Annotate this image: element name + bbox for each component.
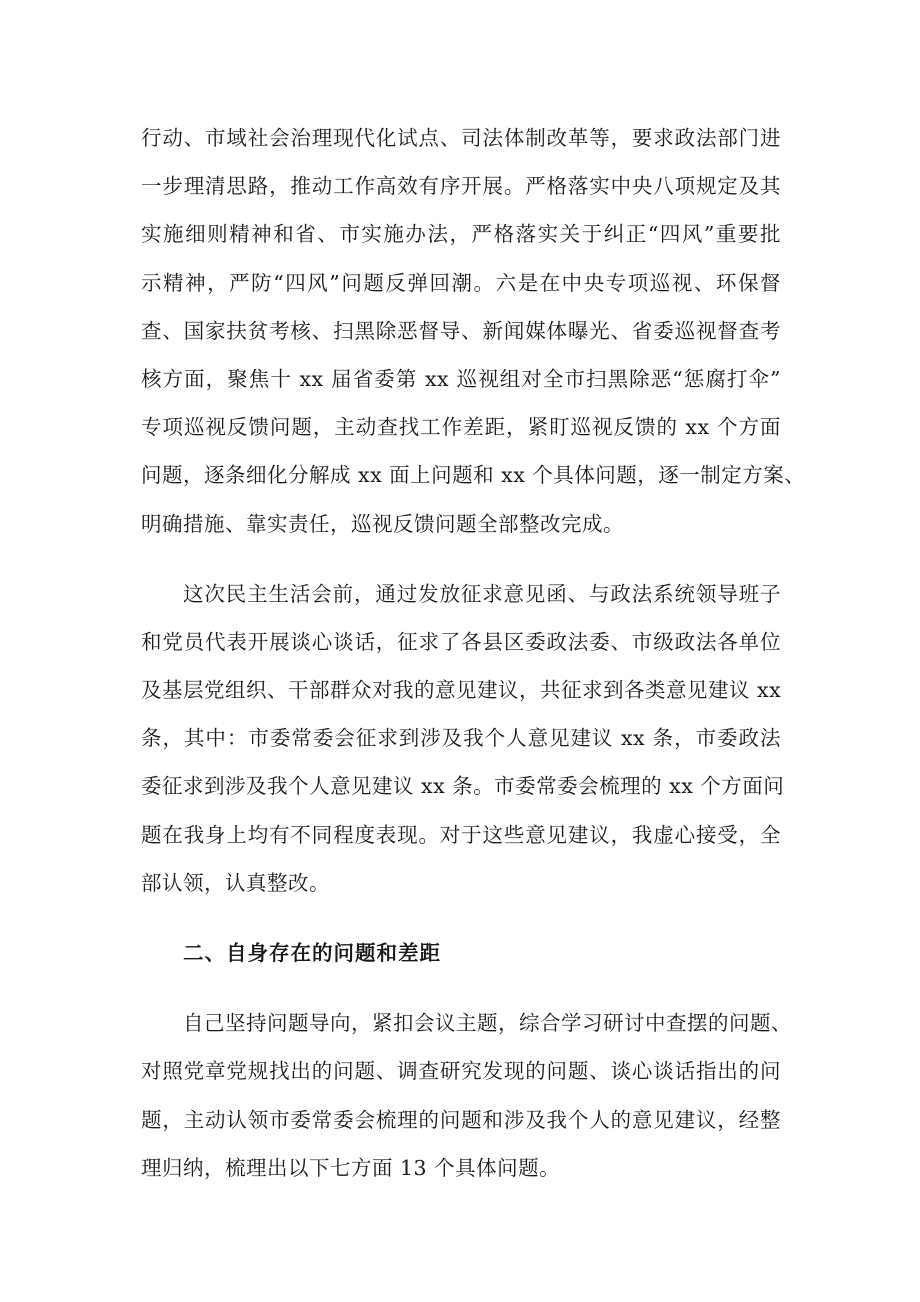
- text-line: 一步理清思路，推动工作高效有序开展。严格落实中央八项规定及其: [141, 174, 781, 199]
- text-line: 理归纳，梳理出以下七方面 13 个具体问题。: [141, 1155, 561, 1180]
- paragraph-1: [141, 114, 806, 548]
- text-line: 自己坚持问题导向，紧扣会议主题，综合学习研讨中查摆的问题、: [183, 1011, 792, 1036]
- paragraph-3: [141, 999, 792, 1192]
- text-line: 这次民主生活会前，通过发放征求意见函、与政法系统领导班子: [183, 581, 781, 606]
- text-line: 行动、市域社会治理现代化试点、司法体制改革等，要求政法部门进: [141, 126, 781, 150]
- paragraph-spacer: [141, 907, 781, 929]
- text-line: 委征求到涉及我个人意见建议 xx 条。市委常委会梳理的 xx 个方面问: [141, 774, 785, 799]
- paragraph-spacer: [141, 977, 781, 999]
- text-line: 题，主动认领市委常委会梳理的问题和涉及我个人的意见建议，经整: [141, 1107, 781, 1132]
- section-heading: 二、自身存在的问题和差距: [183, 941, 441, 965]
- text-line: 实施细则精神和省、市实施办法，严格落实关于纠正“四风”重要批: [141, 222, 781, 247]
- paragraph-2: [141, 570, 785, 907]
- text-line: 查、国家扶贫考核、扫黑除恶督导、新闻媒体曝光、省委巡视督查考: [141, 318, 781, 343]
- text-line: 对照党章党规找出的问题、调查研究发现的问题、谈心谈话指出的问: [141, 1059, 781, 1084]
- text-line: 条，其中：市委常委会征求到涉及我个人意见建议 xx 条，市委政法: [141, 726, 781, 751]
- text-line: 部认领，认真整改。: [141, 870, 330, 895]
- text-line: 及基层党组织、干部群众对我的意见建议，共征求到各类意见建议 xx: [141, 678, 782, 703]
- paragraph-spacer: [141, 548, 781, 570]
- text-line: 题在我身上均有不同程度表现。对于这些意见建议，我虚心接受，全: [141, 822, 781, 847]
- document-page: [141, 114, 806, 1192]
- text-line: 问题，逐条细化分解成 xx 面上问题和 xx 个具体问题，逐一制定方案、: [141, 463, 806, 488]
- text-line: 核方面，聚焦十 xx 届省委第 xx 巡视组对全市扫黑除恶“惩腐打伞”: [141, 366, 781, 391]
- text-line: 和党员代表开展谈心谈话，征求了各县区委政法委、市级政法各单位: [141, 629, 781, 654]
- text-line: 明确措施、靠实责任，巡视反馈问题全部整改完成。: [141, 511, 624, 536]
- text-line: 示精神，严防“四风”问题反弹回潮。六是在中央专项巡视、环保督: [141, 270, 781, 295]
- text-line: 专项巡视反馈问题，主动查找工作差距，紧盯巡视反馈的 xx 个方面: [141, 415, 781, 440]
